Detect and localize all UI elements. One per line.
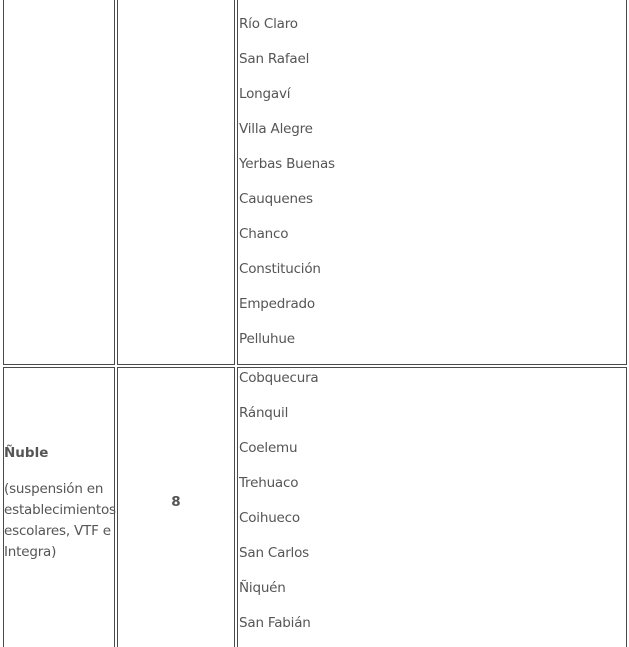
region-name: Ñuble xyxy=(4,445,49,461)
commune-item: Coelemu xyxy=(239,440,298,456)
count-cell-nuble xyxy=(117,367,235,647)
region-cell xyxy=(3,0,115,365)
commune-item: Yerbas Buenas xyxy=(239,156,335,172)
communes-cell xyxy=(237,0,627,365)
commune-item: Empedrado xyxy=(239,296,315,312)
commune-item: Constitución xyxy=(239,261,321,277)
commune-item: Villa Alegre xyxy=(239,121,313,137)
commune-item: San Fabián xyxy=(239,615,311,631)
commune-item: San Carlos xyxy=(239,545,309,561)
region-note: (suspensión en establecimientos escolares, VTF e Integra) xyxy=(4,481,116,560)
commune-item: Chanco xyxy=(239,226,289,242)
communes-cell-nuble xyxy=(237,367,627,647)
region-cell-nuble xyxy=(3,367,115,647)
commune-item: Ñiquén xyxy=(239,580,286,596)
commune-item: Coihueco xyxy=(239,510,300,526)
commune-item: Cobquecura xyxy=(239,370,319,386)
commune-count: 8 xyxy=(171,494,181,510)
commune-item: Pelluhue xyxy=(239,331,295,347)
commune-item: Ránquil xyxy=(239,405,289,421)
commune-item: Cauquenes xyxy=(239,191,313,207)
commune-item: Trehuaco xyxy=(239,475,299,491)
count-cell xyxy=(117,0,235,365)
commune-item: San Rafael xyxy=(239,51,310,67)
commune-item: Río Claro xyxy=(239,16,298,32)
commune-item: Longaví xyxy=(239,86,291,102)
